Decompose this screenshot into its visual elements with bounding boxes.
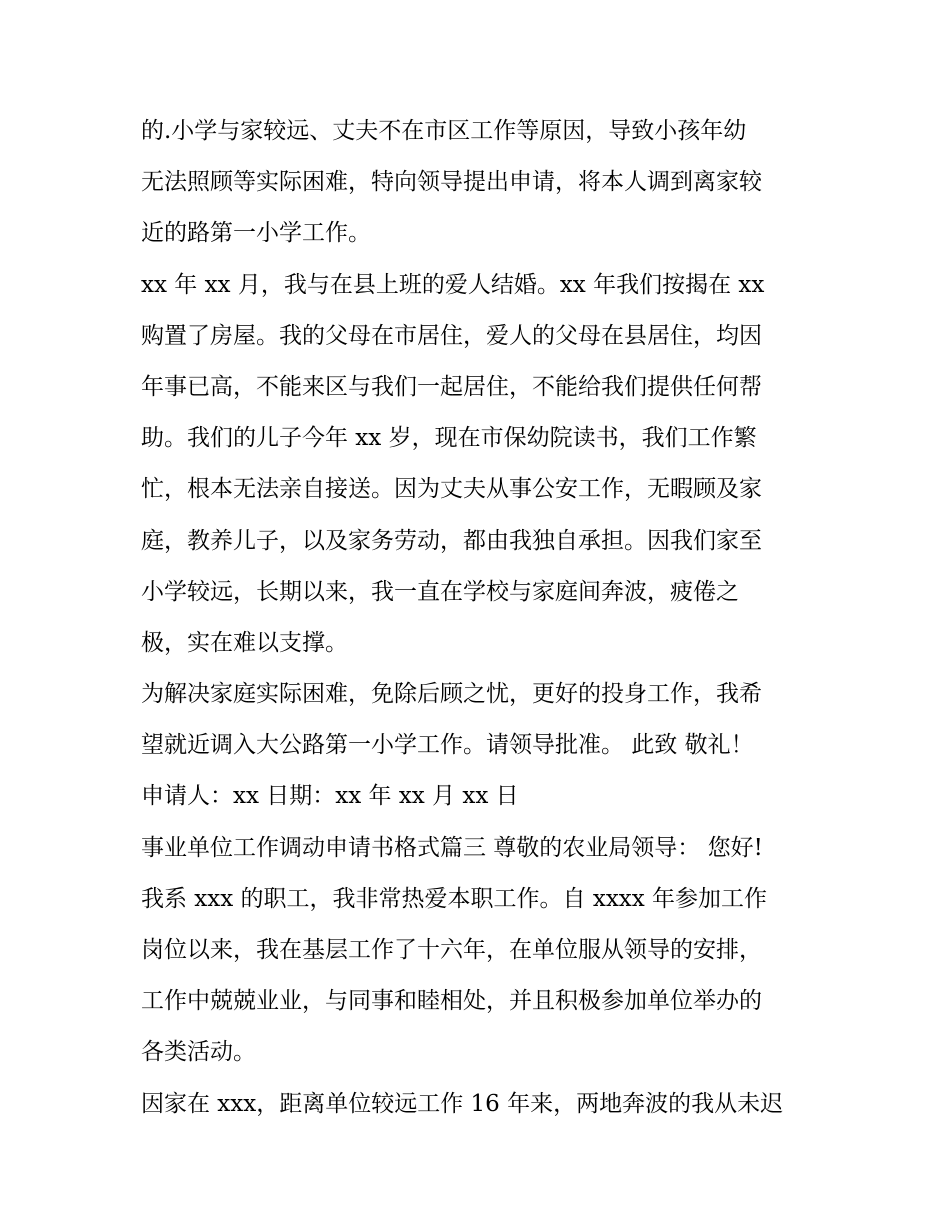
text-line: 为解决家庭实际困难，免除后顾之忧，更好的投身工作，我希 (141, 681, 762, 708)
text-line: 忙，根本无法亲自接送。因为丈夫从事公安工作，无暇顾及家 (141, 476, 762, 503)
text-line: xx 年 xx 月，我与在县上班的爱人结婚。xx 年我们按揭在 xx (141, 271, 765, 298)
text-line: 购置了房屋。我的父母在市居住，爱人的父母在县居住，均因 (141, 322, 762, 349)
text-line: 年事已高，不能来区与我们一起居住，不能给我们提供任何帮 (141, 373, 762, 400)
text-line: 事业单位工作调动申请书格式篇三 尊敬的农业局领导： 您好! (141, 834, 763, 861)
text-line: 我系 xxx 的职工，我非常热爱本职工作。自 xxxx 年参加工作 (141, 885, 768, 912)
text-line: 望就近调入大公路第一小学工作。请领导批准。 此致 敬礼！ (141, 732, 754, 759)
text-line: 近的路第一小学工作。 (141, 220, 371, 247)
text-line: 各类活动。 (141, 1039, 256, 1066)
text-line: 无法照顾等实际困难，特向领导提出申请，将本人调到离家较 (141, 169, 762, 196)
text-line: 申请人：xx 日期：xx 年 xx 月 xx 日 (141, 783, 519, 810)
text-line: 的.小学与家较远、丈夫不在市区工作等原因，导致小孩年幼 (141, 118, 747, 144)
text-line: 工作中兢兢业业，与同事和睦相处，并且积极参加单位举办的 (141, 988, 762, 1015)
text-line: 岗位以来，我在基层工作了十六年，在单位服从领导的安排， (141, 937, 762, 963)
text-line: 极，实在难以支撑。 (141, 629, 348, 656)
text-line: 因家在 xxx，距离单位较远工作 16 年来，两地奔波的我从未迟 (141, 1090, 784, 1117)
document-body (141, 106, 821, 1130)
text-line: 庭，教养儿子，以及家务劳动，都由我独自承担。因我们家至 (141, 527, 762, 554)
text-line: 助。我们的儿子今年 xx 岁，现在市保幼院读书，我们工作繁 (141, 425, 757, 452)
text-line: 小学较远，长期以来，我一直在学校与家庭间奔波，疲倦之 (141, 578, 739, 605)
